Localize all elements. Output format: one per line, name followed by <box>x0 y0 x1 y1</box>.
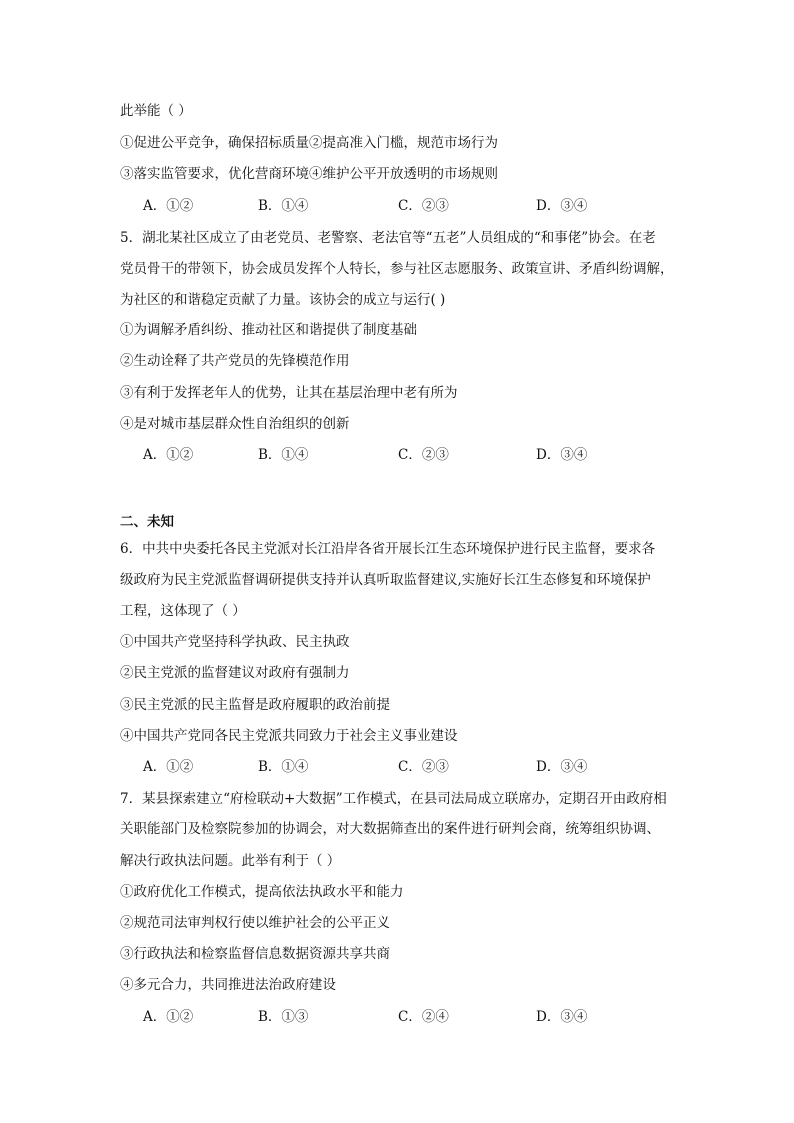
question-5-stem-line-3: 为社区的和谐稳定贡献了力量。该协会的成立与运行( ) <box>120 292 446 308</box>
question-7-item-4: ④多元合力，共同推进法治政府建设 <box>120 977 336 993</box>
question-7-stem-line-3: 解决行政执法问题。此举有利于（ ） <box>120 853 341 869</box>
question-6-stem-line-2: 级政府为民主党派监督调研提供支持并认真听取监督建议,实施好长江生态修复和环境保护 <box>120 572 651 588</box>
question-5-options <box>143 445 623 465</box>
option-b: B．①③ <box>258 1009 309 1025</box>
option-b: B．①④ <box>258 198 309 214</box>
question-7-stem-line-2: 关职能部门及检察院参加的协调会，对大数据筛查出的案件进行研判会商，统筹组织协调、 <box>120 821 660 837</box>
option-d: D．③④ <box>536 198 588 214</box>
question-7-item-1: ①政府优化工作模式，提高依法执政水平和能力 <box>120 884 404 900</box>
question-6-item-4: ④中国共产党同各民主党派共同致力于社会主义事业建设 <box>120 728 458 744</box>
question-5-stem-line-1: 5．湖北某社区成立了由老党员、老警察、老法官等“五老”人员组成的“和事佬”协会。在老 <box>120 230 656 246</box>
question-6-stem-line-1: 6．中共中央委托各民主党派对长江沿岸各省开展长江生态环境保护进行民主监督，要求各 <box>120 541 656 557</box>
option-b: B．①④ <box>258 447 309 463</box>
question-5-item-2: ②生动诠释了共产党员的先锋模范作用 <box>120 353 350 369</box>
question-6-item-1: ①中国共产党坚持科学执政、民主执政 <box>120 634 350 650</box>
question-5-item-1: ①为调解矛盾纠纷、推动社区和谐提供了制度基础 <box>120 322 417 338</box>
option-b: B．①④ <box>258 759 309 775</box>
option-a: A．①② <box>143 1009 194 1025</box>
option-c: C．②③ <box>398 198 449 214</box>
question-6-stem-line-3: 工程，这体现了（ ） <box>120 603 246 619</box>
option-a: A．①② <box>143 759 194 775</box>
question-6-options <box>143 757 623 777</box>
question-4-options <box>143 196 623 216</box>
section-title: 二、未知 <box>120 514 174 530</box>
question-6-item-3: ③民主党派的民主监督是政府履职的政治前提 <box>120 697 390 713</box>
question-5-item-3: ③有利于发挥老年人的优势，让其在基层治理中老有所为 <box>120 385 458 401</box>
question-5-item-4: ④是对城市基层群众性自治组织的创新 <box>120 416 350 432</box>
option-d: D．③④ <box>536 1009 588 1025</box>
option-d: D．③④ <box>536 759 588 775</box>
option-c: C．②③ <box>398 759 449 775</box>
question-7-options <box>143 1007 623 1027</box>
option-c: C．②③ <box>398 447 449 463</box>
option-a: A．①② <box>143 198 194 214</box>
question-6-item-2: ②民主党派的监督建议对政府有强制力 <box>120 665 350 681</box>
question-4-stem: 此举能（ ） <box>120 103 192 119</box>
option-d: D．③④ <box>536 447 588 463</box>
question-7-item-3: ③行政执法和检察监督信息数据资源共享共商 <box>120 946 390 962</box>
question-5-stem-line-2: 党员骨干的带领下，协会成员发挥个人特长，参与社区志愿服务、政策宣讲、矛盾纠纷调解， <box>120 261 674 277</box>
question-7-item-2: ②规范司法审判权行使以维护社会的公平正义 <box>120 915 390 931</box>
question-7-stem-line-1: 7．某县探索建立“府检联动+大数据”工作模式，在县司法局成立联席办，定期召开由政府相 <box>120 791 667 807</box>
question-4-item-2: ③落实监管要求，优化营商环境④维护公平开放透明的市场规则 <box>120 166 498 182</box>
option-a: A．①② <box>143 447 194 463</box>
question-4-item-1: ①促进公平竞争，确保招标质量②提高准入门槛，规范市场行为 <box>120 135 498 151</box>
option-c: C．②④ <box>398 1009 449 1025</box>
